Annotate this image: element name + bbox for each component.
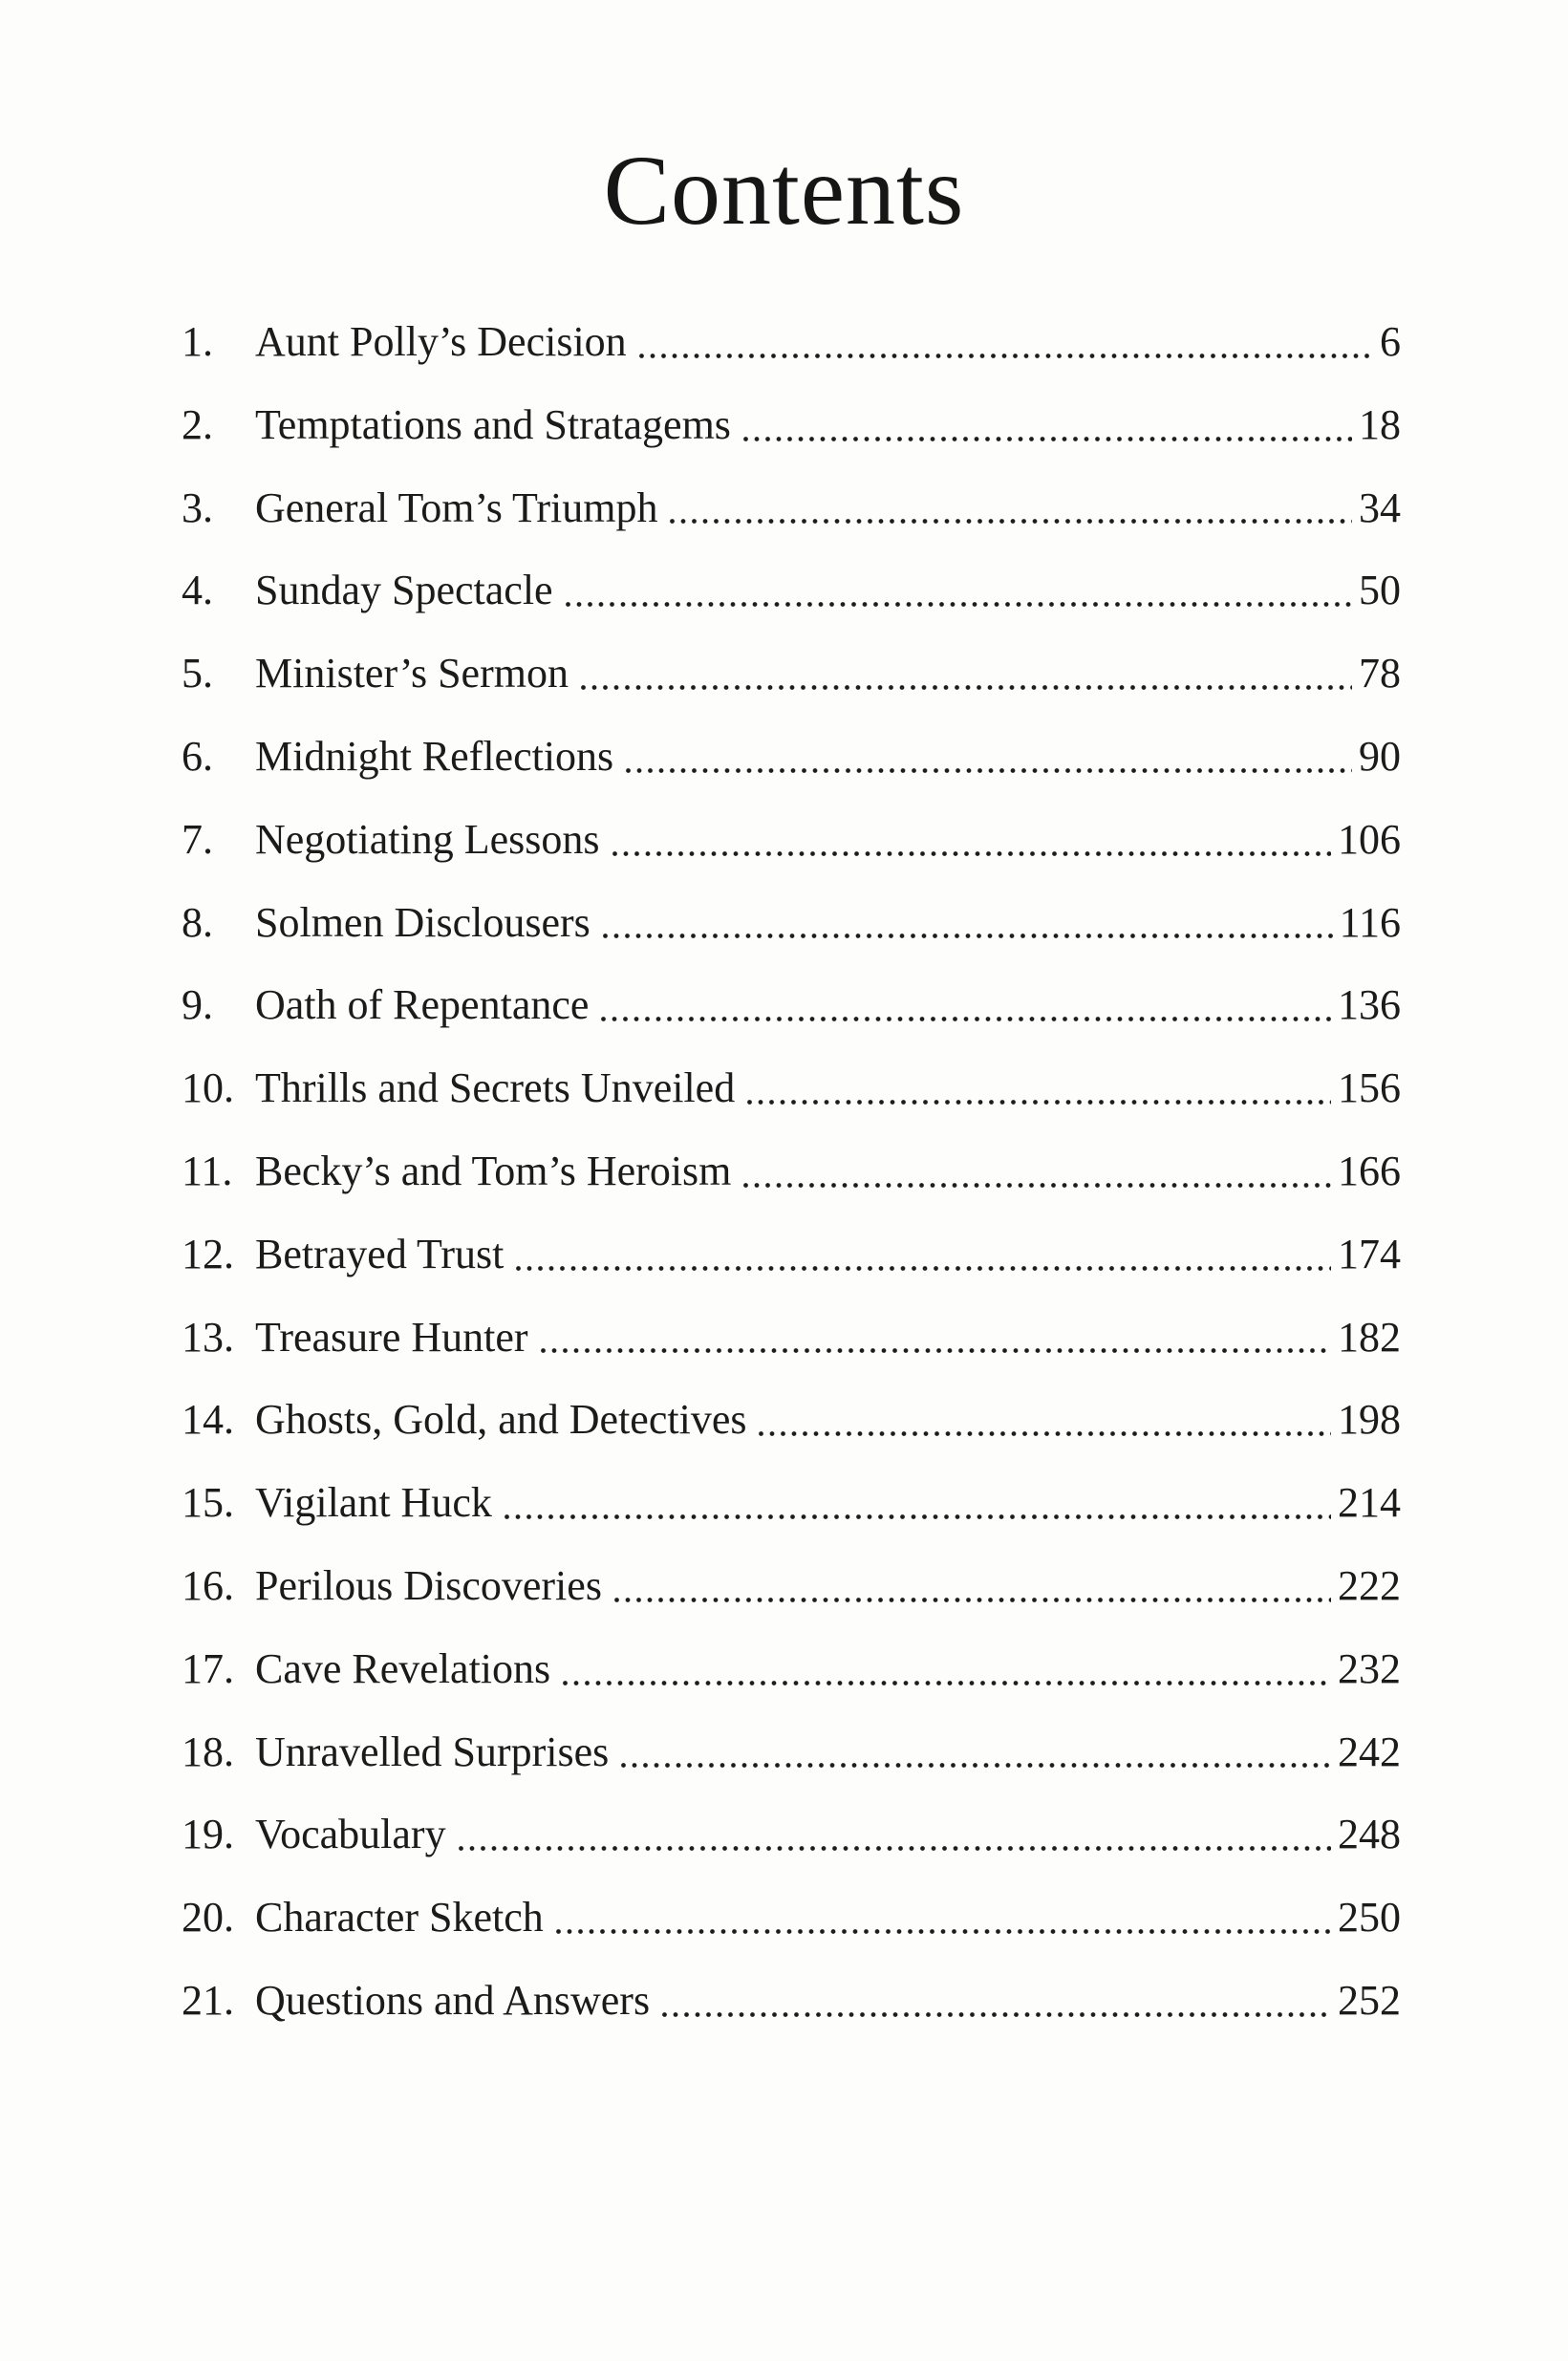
toc-entry-page: 156 [1338,1064,1401,1112]
toc-entry-title: Unravelled Surprises [255,1728,610,1775]
toc-entry [182,1545,1401,1628]
toc-entry-page: 222 [1338,1561,1401,1609]
dotted-leader [743,1183,1331,1188]
toc-entry [182,1877,1401,1960]
dotted-leader [743,437,1352,441]
toc-entry [182,1711,1401,1794]
toc-entry [182,1628,1401,1711]
toc-entry [182,1047,1401,1130]
toc-entry-number: 3. [182,483,213,531]
toc-entry [182,964,1401,1047]
toc-entry [182,1297,1401,1380]
dotted-leader [581,685,1352,690]
toc-entry [182,1462,1401,1545]
toc-entry-number: 6. [182,732,213,780]
dotted-leader [670,519,1352,524]
toc-entry-page: 198 [1338,1396,1401,1444]
toc-entry-page: 106 [1338,815,1401,863]
toc-entry-page: 18 [1359,400,1401,448]
dotted-leader [662,2012,1331,2017]
toc-entry-number: 4. [182,567,213,614]
toc-entry [182,384,1401,467]
toc-entry [182,549,1401,633]
toc-entry-page: 250 [1338,1894,1401,1942]
toc-entry-number: 8. [182,898,213,946]
toc-entry-title: Betrayed Trust [255,1230,505,1277]
toc-entry-number: 2. [182,400,213,448]
toc-entry [182,301,1401,384]
toc-entry [182,467,1401,550]
toc-entry [182,1960,1401,2043]
toc-entry-number: 10. [182,1064,234,1112]
toc-entry [182,716,1401,799]
toc-entry-page: 6 [1380,318,1401,365]
toc-entry-title: Ghosts, Gold, and Detectives [255,1396,747,1444]
toc-entry-number: 18. [182,1728,234,1775]
toc-entry-title: General Tom’s Triumph [255,483,658,531]
toc-entry-page: 248 [1338,1811,1401,1858]
toc-entry-title: Negotiating Lessons [255,815,600,863]
toc-entry-number: 20. [182,1894,234,1942]
dotted-leader [541,1348,1331,1353]
toc-entry-page: 136 [1338,981,1401,1029]
dotted-leader [621,1763,1331,1768]
toc-entry [182,1379,1401,1462]
toc-entry-title: Midnight Reflections [255,732,614,780]
toc-entry-page: 174 [1338,1230,1401,1277]
toc-entry-number: 15. [182,1479,234,1527]
toc-entry-page: 90 [1359,732,1401,780]
toc-entry-page: 50 [1359,567,1401,614]
dotted-leader [612,851,1331,856]
toc-entry-title: Sunday Spectacle [255,567,553,614]
toc-entry-title: Treasure Hunter [255,1313,528,1361]
toc-entry-title: Thrills and Secrets Unveiled [255,1064,736,1112]
toc-entry-page: 166 [1338,1147,1401,1194]
dotted-leader [626,768,1352,773]
toc-entry-number: 5. [182,650,213,698]
toc-entry [182,882,1401,965]
toc-entry-title: Character Sketch [255,1894,544,1942]
dotted-leader [601,1017,1331,1021]
toc-entry-number: 1. [182,318,213,365]
dotted-leader [516,1266,1331,1271]
dotted-leader [639,354,1373,358]
dotted-leader [563,1681,1331,1685]
toc-entry-title: Aunt Polly’s Decision [255,318,627,365]
toc-entry-title: Vigilant Huck [255,1479,492,1527]
toc-entry-number: 14. [182,1396,234,1444]
toc-entry-title: Solmen Disclousers [255,898,591,946]
toc-entry-number: 19. [182,1811,234,1858]
dotted-leader [747,1100,1331,1105]
dotted-leader [759,1431,1331,1436]
page-title: Contents [603,136,965,246]
toc-entry-title: Oath of Repentance [255,981,590,1029]
contents-page [0,136,1568,2361]
toc-entry-number: 11. [182,1147,233,1194]
toc-entry [182,1793,1401,1877]
toc-entry-number: 7. [182,815,213,863]
toc-entry-number: 17. [182,1644,234,1692]
toc-entry [182,1213,1401,1297]
toc-entry-title: Temptations and Stratagems [255,400,731,448]
toc-entry-page: 34 [1359,483,1401,531]
toc-entry-title: Becky’s and Tom’s Heroism [255,1147,732,1194]
dotted-leader [603,934,1333,938]
toc-entry-page: 232 [1338,1644,1401,1692]
toc-entry-title: Vocabulary [255,1811,446,1858]
toc-entry-title: Minister’s Sermon [255,650,569,698]
dotted-leader [556,1929,1331,1934]
dotted-leader [566,602,1352,607]
dotted-leader [459,1846,1331,1851]
toc-entry [182,1130,1401,1213]
toc-entry-page: 182 [1338,1313,1401,1361]
dotted-leader [614,1598,1331,1602]
toc-entry-page: 78 [1359,650,1401,698]
toc-entry-title: Questions and Answers [255,1976,651,2024]
toc-entry-page: 242 [1338,1728,1401,1775]
toc-entry-number: 12. [182,1230,234,1277]
toc-entry-number: 9. [182,981,213,1029]
toc-entry-page: 116 [1339,898,1401,946]
toc-entry-page: 252 [1338,1976,1401,2024]
toc-entry [182,799,1401,882]
toc-entry [182,633,1401,716]
toc-entry-page: 214 [1338,1479,1401,1527]
dotted-leader [505,1514,1331,1519]
toc-entry-number: 21. [182,1976,234,2024]
toc-entry-title: Cave Revelations [255,1644,551,1692]
toc-entry-number: 16. [182,1561,234,1609]
table-of-contents [182,301,1401,2043]
toc-entry-title: Perilous Discoveries [255,1561,602,1609]
toc-entry-number: 13. [182,1313,234,1361]
